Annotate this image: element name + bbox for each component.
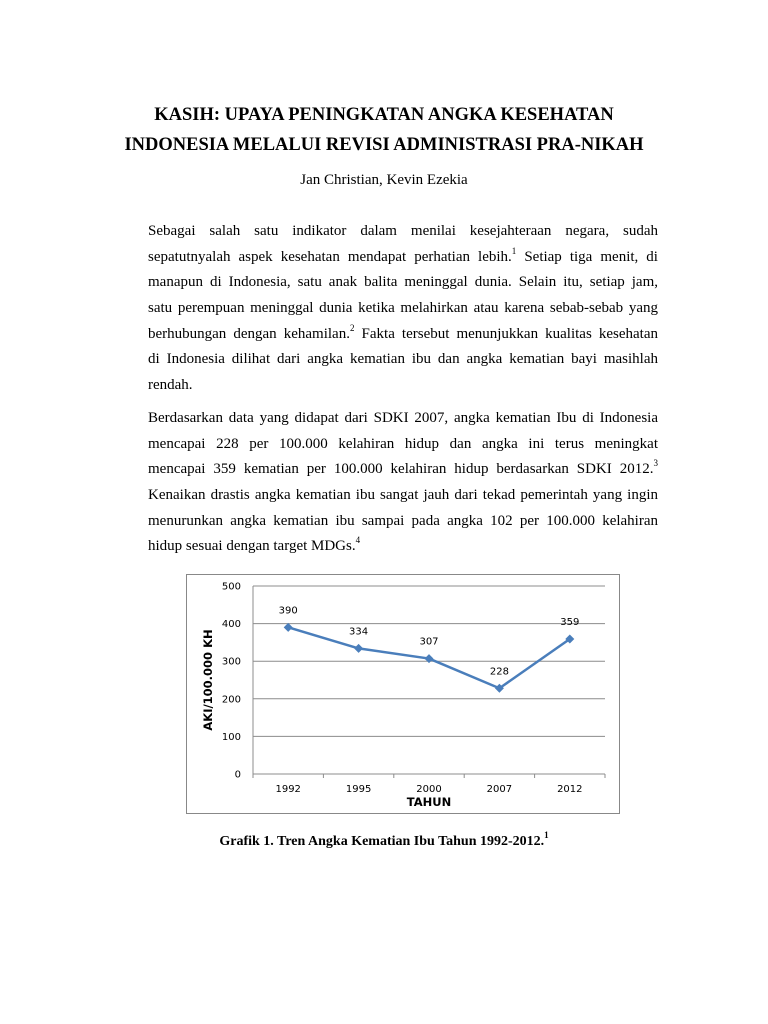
text-line: hidup sesuai dengan target MDGs.$^4$ [148,535,361,555]
x-tick-label: 1995 [345,784,372,795]
y-tick-label: 500 [221,581,241,593]
text-line: Sebagai salah satu indikator dalam menilai kesejahteraan negara, sudah [148,223,658,239]
data-point-marker [354,644,363,653]
footnote-ref: 4 [355,535,361,546]
y-tick-label: 200 [221,694,241,706]
x-tick-label: 1992 [275,784,301,795]
data-label: 334 [349,626,369,638]
footnote-ref: 1 [544,830,549,841]
y-tick-label: 100 [221,731,241,743]
y-tick-label: 0 [234,769,241,781]
title-line-2: INDONESIA MELALUI REVISI ADMINISTRASI PRA-NIKAH [124,135,644,155]
text-line: menurunkan angka kematian ibu sampai pada angka 102 per 100.000 kelahiran [148,512,658,529]
data-point-marker [425,654,434,663]
y-tick-label: 400 [221,619,241,631]
data-point-marker [284,623,293,632]
text-line: sepatutnyalah aspek kesehatan mendapat perhatian lebih.$^1$ Setiap tiga menit, di [148,245,658,265]
text-line: mencapai 228 per 100.000 kelahiran hidup dan angka ini terus meningkat [148,435,658,452]
text-line: manapun di Indonesia, satu anak balita meninggal dunia. Selain itu, setiap jam, [148,274,658,291]
authors: Jan Christian, Kevin Ezekia [300,172,468,188]
x-tick-label: 2000 [416,784,442,795]
chart-svg [187,575,619,813]
paragraph-2 [148,406,658,560]
data-label: 359 [560,617,580,629]
y-tick-label: 300 [221,656,241,668]
data-label: 390 [278,605,298,617]
x-tick-label: 2012 [557,784,583,795]
text-line: Berdasarkan data yang didapat dari SDKI 2007, angka kematian Ibu di Indonesia [148,410,658,426]
footnote-ref: 3 [653,458,658,469]
x-tick-label: 2007 [486,784,513,795]
text-line: mencapai 359 kematian per 100.000 kelahiran hidup berdasarkan SDKI 2012.$^3$ [148,458,658,478]
paragraph-1 [148,219,658,399]
text-line: berhubungan dengan kehamilan.$^2$ Fakta tersebut menunjukkan kualitas kesehatan [148,322,658,342]
data-label: 307 [419,636,439,648]
footnote-ref: 2 [349,322,355,333]
title-line-1: KASIH: UPAYA PENINGKATAN ANGKA KESEHATAN [154,105,614,125]
y-axis-title: AKI/100.000 KH [201,629,215,731]
x-axis-title: TAHUN [406,795,452,809]
line-chart [186,574,620,814]
text-line: di Indonesia dilihat dari angka kematian ibu dan angka kematian bayi masihlah [148,351,658,368]
figure-caption: Grafik 1. Tren Angka Kematian Ibu Tahun 1992-2012.$^1$ [219,830,549,849]
text-line: Kenaikan drastis angka kematian ibu sangat jauh dari tekad pemerintah yang ingin [148,487,658,504]
footnote-ref: 1 [511,245,517,256]
document-title [108,100,660,160]
data-label: 228 [489,666,509,678]
text-line: satu perempuan meninggal dunia ketika melahirkan atau karena sebab-sebab yang [148,300,658,317]
text-line: rendah. [148,377,193,394]
